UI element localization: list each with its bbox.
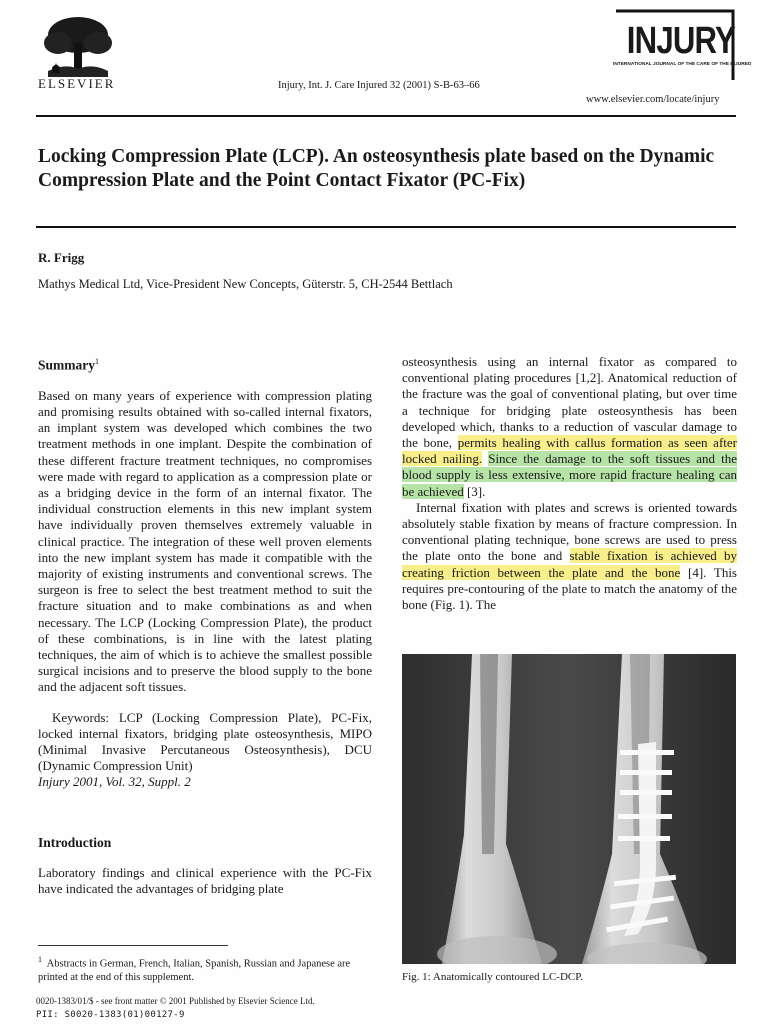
journal-brand-subtitle: INTERNATIONAL JOURNAL OF THE CARE OF THE INJURED bbox=[613, 62, 752, 67]
summary-heading: Summary$^1$ bbox=[38, 357, 99, 373]
issue-citation: Injury 2001, Vol. 32, Suppl. 2 bbox=[38, 774, 191, 790]
footnote-marker: 1 bbox=[38, 955, 42, 964]
right-column bbox=[402, 354, 737, 613]
footnote-ref[interactable]: 1 bbox=[95, 357, 99, 366]
journal-brand-name: INJURY bbox=[626, 20, 736, 62]
issn-line: 0020-1383/01/$ - see front matter © 2001 Published by Elsevier Science Ltd. bbox=[36, 996, 315, 1006]
yellow-highlight[interactable]: stable fixation is achieved by creating friction between the plate and the bone bbox=[402, 548, 737, 580]
introduction-heading: Introduction bbox=[38, 834, 112, 850]
header-rule bbox=[36, 115, 736, 117]
article-title: Locking Compression Plate (LCP). An osteosynthesis plate based on the Dynamic Compression Plate and the Point Contact Fixator (PC-Fix) bbox=[38, 146, 715, 191]
footnote-text: Abstracts in German, French, Italian, Spanish, Russian and Japanese are printed at the end of this supplement. bbox=[38, 958, 351, 983]
keywords: Keywords: LCP (Locking Compression Plate), PC-Fix, locked internal fixators, bridging plate osteosynthesis, MIPO (Minimal Invasive Percutaneous Osteosynthesis), DCU (Dynamic Compression Unit) bbox=[38, 709, 372, 774]
publisher-name: ELSEVIER bbox=[38, 76, 116, 91]
author-affiliation: Mathys Medical Ltd, Vice-President New Concepts, Güterstr. 5, CH-2544 Bettlach bbox=[38, 277, 453, 291]
journal-url[interactable]: www.elsevier.com/locate/injury bbox=[586, 94, 720, 105]
article-author: R. Frigg bbox=[38, 250, 85, 265]
figure-caption: Fig. 1: Anatomically contoured LC-DCP. bbox=[402, 971, 583, 983]
footnote bbox=[38, 953, 374, 984]
yellow-highlight[interactable]: permits healing with callus formation as seen after locked nailing. bbox=[402, 435, 737, 467]
introduction-body: Laboratory findings and clinical experience with the PC-Fix have indicated the advantages of bridging plate bbox=[38, 864, 372, 896]
green-highlight[interactable]: Since the damage to the soft tissues and the blood supply is less extensive, more rapid fracture healing can be achieved bbox=[402, 451, 737, 499]
xray-figure bbox=[402, 654, 736, 964]
left-column bbox=[38, 354, 372, 897]
title-rule bbox=[36, 226, 736, 228]
body-paragraph-1: osteosynthesis using an internal fixator as compared to conventional plating procedures [1,2]. Anatomical reduction of the fracture was the goal of conventional plating, but over time a technique for bridging plate osteosynthesis has been developed which, thanks to a reduction of vascular damage to the bone, permits healing with callus formation as seen after locked nailing. Since the damage to the soft tissues and the blood supply is less extensive, more rapid fracture healing can be achieved [3]. bbox=[402, 354, 737, 499]
footnote-rule bbox=[38, 945, 228, 946]
body-paragraph-2: Internal fixation with plates and screws is oriented towards absolutely stable fixation by means of fracture compression. In conventional plating technique, bone screws are used to press the plate onto the bone and stable fixation is achieved by creating friction between the plate and the bone [4]. This requires pre-contouring of the plate to match the anatomy of the bone (Fig. 1). The bbox=[402, 499, 737, 613]
summary-body: Based on many years of experience with compression plating and promising results obtained with so-called internal fixators, an implant system was developed which combines the two treatment methods in one implant. Despite the combination of these different fracture treatment techniques, no compromises were made with regard to application as a compression plate or as a bridging device in the form of an internal fixator. The individual construction elements in this new implant system have individually proven themselves extremely valuable in clinical practice. The integration of these well proven elements into the new implant system has made it compatible with the majority of existing instruments and conventional screws. The surgeon is free to select the best treatment method to suit the fracture situation and to make combinations as and when necessary. The LCP (Locking Compression Plate), the product of these combinations, is in line with the latest plating techniques, the aim of which is to achieve the smallest possible surgical incisions and to preserve the blood supply to the bone and the adjacent soft tissues. bbox=[38, 387, 372, 695]
journal-citation-line: Injury, Int. J. Care Injured 32 (2001) S-B-63–66 bbox=[278, 80, 480, 91]
pii-line: PII: S0020-1383(01)00127-9 bbox=[36, 1010, 185, 1020]
